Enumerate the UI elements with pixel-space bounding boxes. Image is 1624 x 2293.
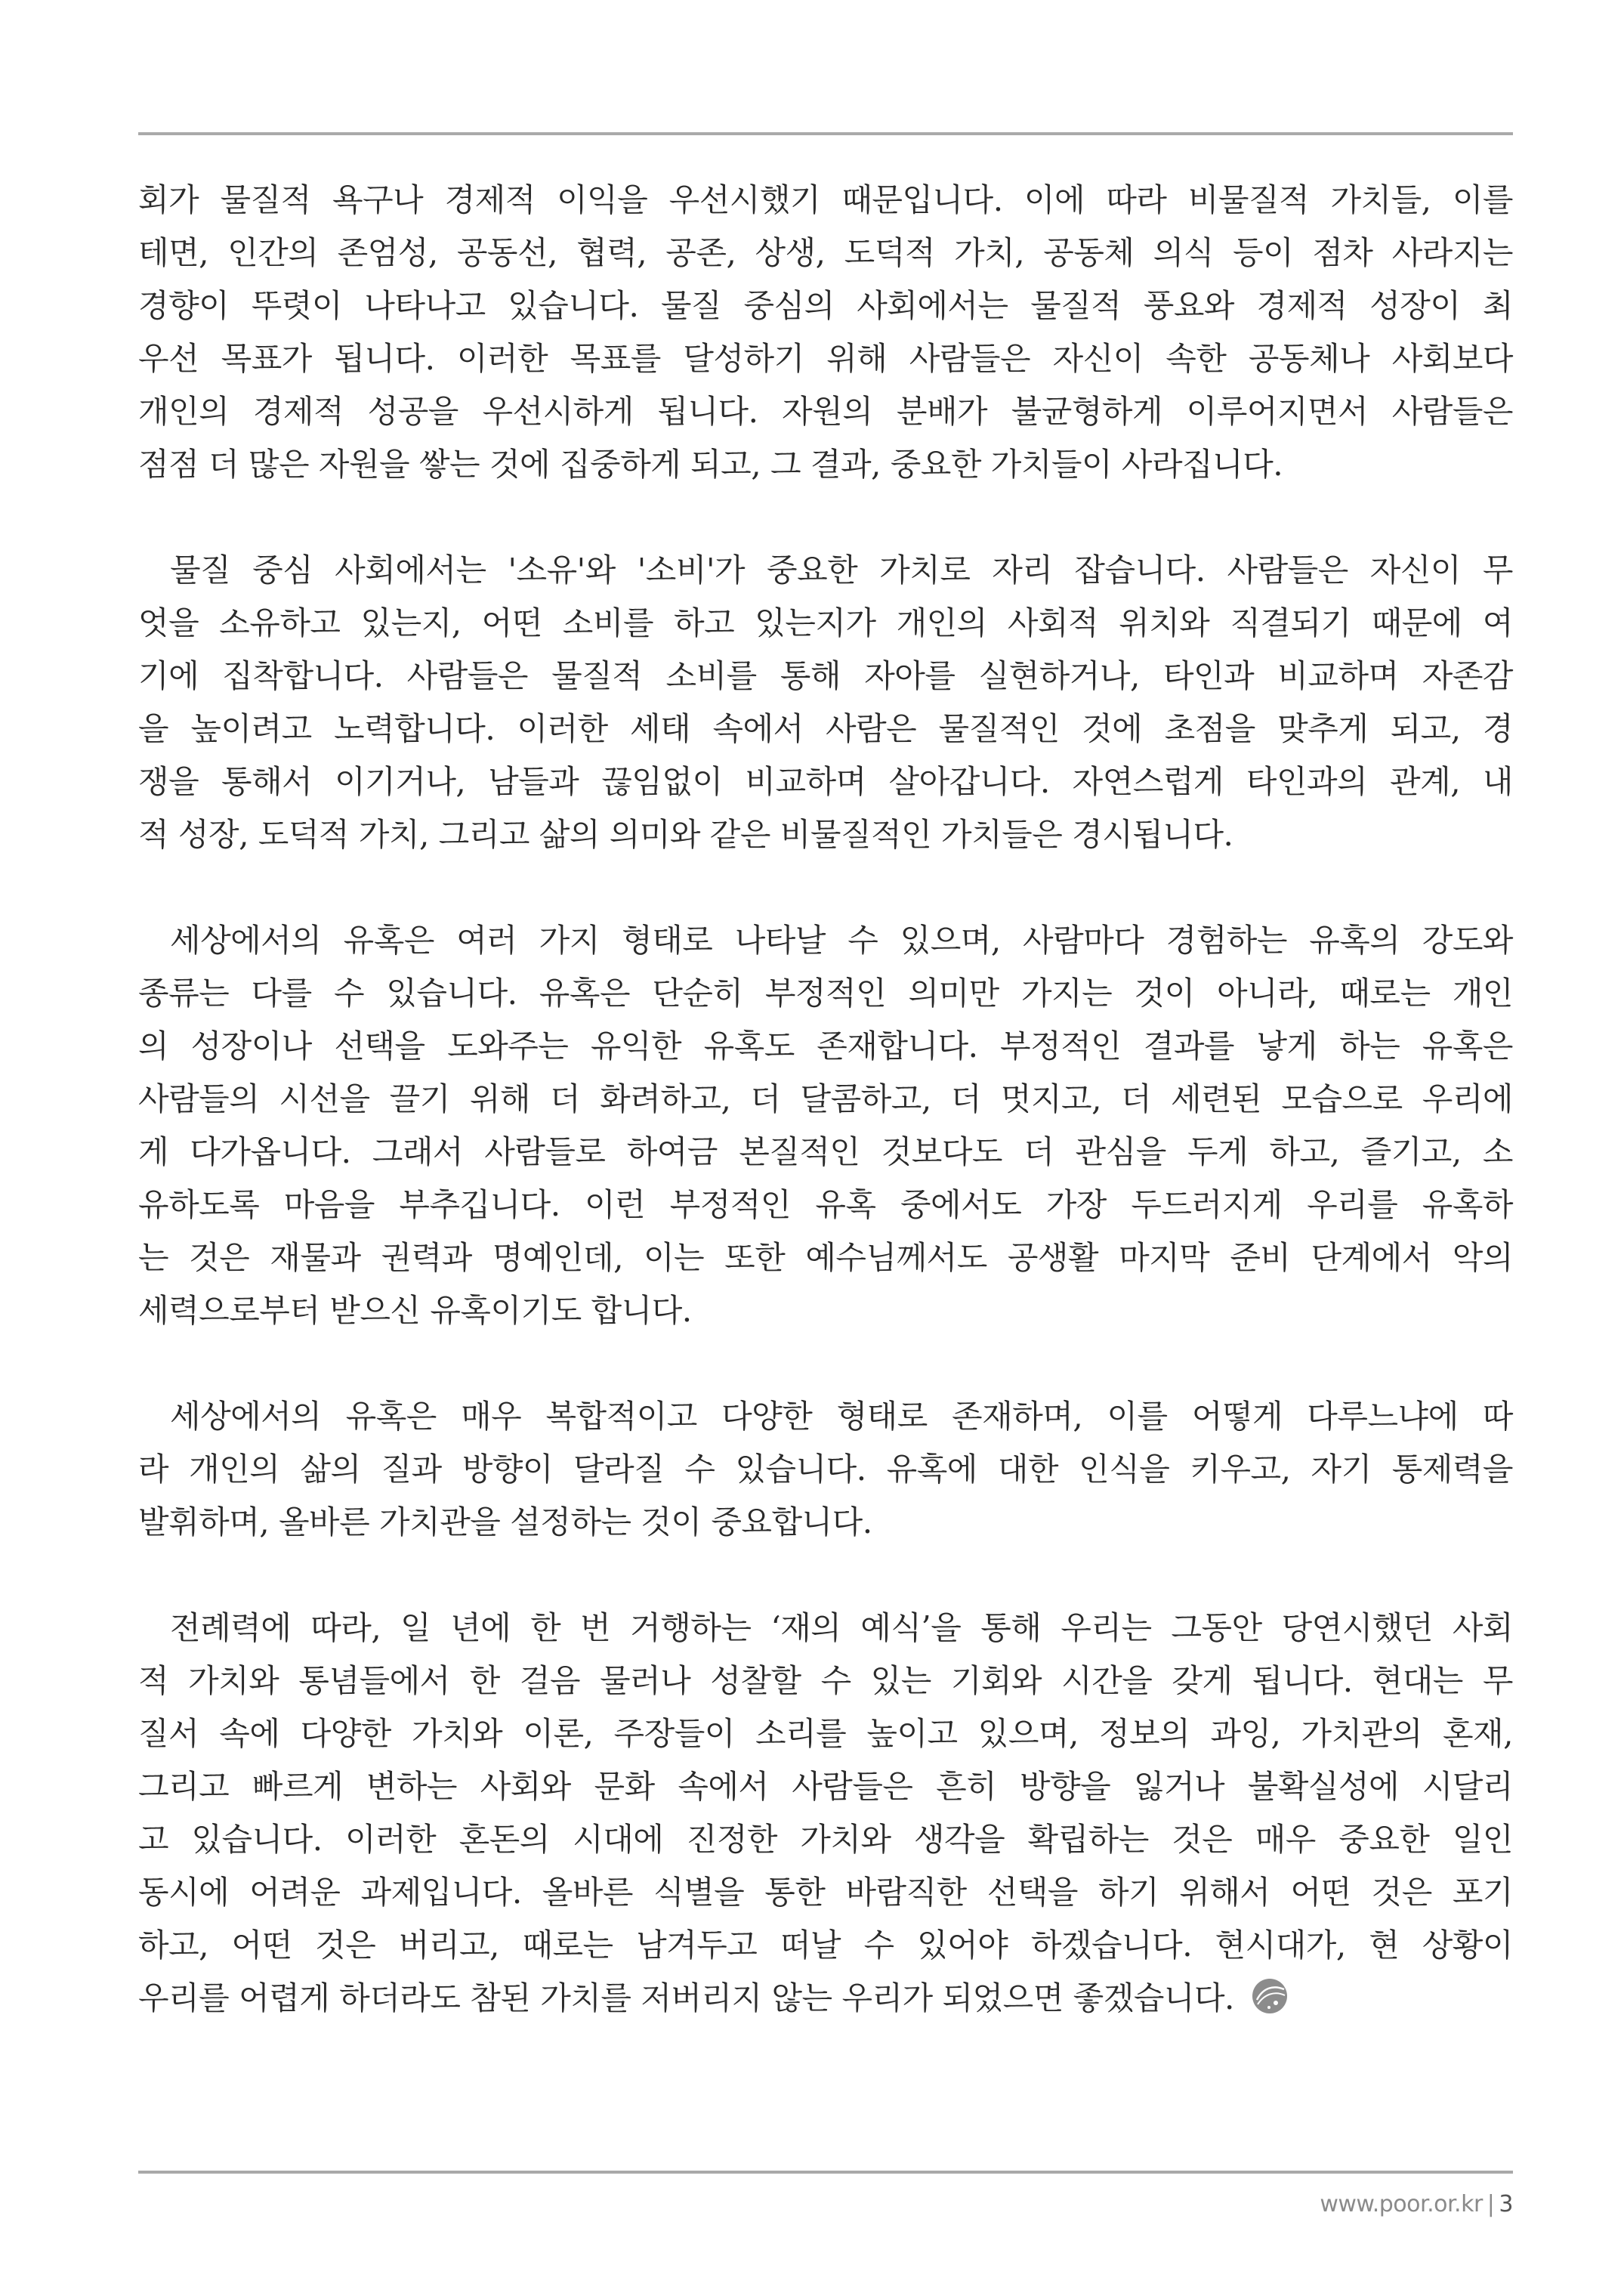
text-line: 고 있습니다. 이러한 혼돈의 시대에 진정한 가치와 생각을 확립하는 것은 매우 중요한 일인 — [138, 1821, 1513, 1858]
text-line: 적 성장, 도덕적 가치, 그리고 삶의 의미와 같은 비물질적인 가치들은 경시됩니다. — [138, 816, 1233, 853]
top-divider — [138, 132, 1513, 135]
text-line: 동시에 어려운 과제입니다. 올바른 식별을 통한 바람직한 선택을 하기 위해서 어떤 것은 포기 — [138, 1874, 1513, 1911]
text-line: 우선 목표가 됩니다. 이러한 목표를 달성하기 위해 사람들은 자신이 속한 공동체나 사회보다 — [138, 340, 1513, 377]
footer-url: www.poor.or.kr — [1320, 2191, 1483, 2217]
text-line: 개인의 경제적 성공을 우선시하게 됩니다. 자원의 분배가 불균형하게 이루어지면서 사람들은 — [138, 393, 1513, 430]
final-line-text: 우리를 어렵게 하더라도 참된 가치를 저버리지 않는 우리가 되었으면 좋겠습니다. — [138, 1979, 1234, 2016]
text-line: 세상에서의 유혹은 매우 복합적이고 다양한 형태로 존재하며, 이를 어떻게 다루느냐에 따 — [170, 1398, 1513, 1435]
paragraph-4 — [138, 1390, 1513, 1549]
text-line-final — [138, 1972, 1513, 2025]
text-line: 테면, 인간의 존엄성, 공동선, 협력, 공존, 상생, 도덕적 가치, 공동체 의식 등이 점차 사라지는 — [138, 234, 1513, 271]
text-line: 기에 집착합니다. 사람들은 물질적 소비를 통해 자아를 실현하거나, 타인과 비교하며 자존감 — [138, 657, 1513, 694]
paragraph-2 — [138, 544, 1513, 861]
circular-logo-mark-icon — [1251, 1977, 1289, 2015]
paragraph-3 — [138, 914, 1513, 1337]
text-line: 라 개인의 삶의 질과 방향이 달라질 수 있습니다. 유혹에 대한 인식을 키우고, 자기 통제력을 — [138, 1451, 1513, 1488]
text-line: 을 높이려고 노력합니다. 이러한 세태 속에서 사람은 물질적인 것에 초점을 맞추게 되고, 경 — [138, 710, 1513, 747]
text-line: 경향이 뚜렷이 나타나고 있습니다. 물질 중심의 사회에서는 물질적 풍요와 경제적 성장이 최 — [138, 287, 1513, 324]
text-line: 게 다가옵니다. 그래서 사람들로 하여금 본질적인 것보다도 더 관심을 두게 하고, 즐기고, 소 — [138, 1133, 1513, 1170]
text-line: 의 성장이나 선택을 도와주는 유익한 유혹도 존재합니다. 부정적인 결과를 낳게 하는 유혹은 — [138, 1028, 1513, 1065]
text-line: 사람들의 시선을 끌기 위해 더 화려하고, 더 달콤하고, 더 멋지고, 더 세련된 모습으로 우리에 — [138, 1080, 1513, 1117]
text-line: 엇을 소유하고 있는지, 어떤 소비를 하고 있는지가 개인의 사회적 위치와 직결되기 때문에 여 — [138, 604, 1513, 641]
bottom-divider — [138, 2171, 1513, 2174]
text-line: 물질 중심 사회에서는 '소유'와 '소비'가 중요한 가치로 자리 잡습니다. 사람들은 자신이 무 — [170, 552, 1513, 589]
text-line: 적 가치와 통념들에서 한 걸음 물러나 성찰할 수 있는 기회와 시간을 갖게 됩니다. 현대는 무 — [138, 1662, 1513, 1699]
text-line: 전례력에 따라, 일 년에 한 번 거행하는 ‘재의 예식’을 통해 우리는 그동안 당연시했던 사회 — [170, 1609, 1513, 1646]
text-line: 세상에서의 유혹은 여러 가지 형태로 나타날 수 있으며, 사람마다 경험하는 유혹의 강도와 — [170, 922, 1513, 959]
text-line: 종류는 다를 수 있습니다. 유혹은 단순히 부정적인 의미만 가지는 것이 아니라, 때로는 개인 — [138, 975, 1513, 1012]
article-body — [138, 174, 1513, 2025]
text-line: 발휘하며, 올바른 가치관을 설정하는 것이 중요합니다. — [138, 1503, 872, 1541]
text-line: 회가 물질적 욕구나 경제적 이익을 우선시했기 때문입니다. 이에 따라 비물질적 가치들, 이를 — [138, 181, 1513, 218]
paragraph-1 — [138, 174, 1513, 491]
text-line: 점점 더 많은 자원을 쌓는 것에 집중하게 되고, 그 결과, 중요한 가치들이 사라집니다. — [138, 446, 1283, 483]
page-number: 3 — [1499, 2191, 1513, 2217]
page-footer — [1320, 2191, 1513, 2217]
text-line: 쟁을 통해서 이기거나, 남들과 끊임없이 비교하며 살아갑니다. 자연스럽게 타인과의 관계, 내 — [138, 763, 1513, 800]
text-line: 는 것은 재물과 권력과 명예인데, 이는 또한 예수님께서도 공생활 마지막 준비 단계에서 악의 — [138, 1239, 1513, 1276]
text-line: 그리고 빠르게 변하는 사회와 문화 속에서 사람들은 흔히 방향을 잃거나 불확실성에 시달리 — [138, 1768, 1513, 1805]
paragraph-5 — [138, 1602, 1513, 2025]
text-line: 질서 속에 다양한 가치와 이론, 주장들이 소리를 높이고 있으며, 정보의 과잉, 가치관의 혼재, — [138, 1715, 1513, 1752]
text-line: 하고, 어떤 것은 버리고, 때로는 남겨두고 떠날 수 있어야 하겠습니다. 현시대가, 현 상황이 — [138, 1927, 1513, 1964]
text-line: 세력으로부터 받으신 유혹이기도 합니다. — [138, 1292, 692, 1329]
text-line: 유하도록 마음을 부추깁니다. 이런 부정적인 유혹 중에서도 가장 두드러지게 우리를 유혹하 — [138, 1186, 1513, 1223]
footer-separator: | — [1487, 2191, 1495, 2217]
